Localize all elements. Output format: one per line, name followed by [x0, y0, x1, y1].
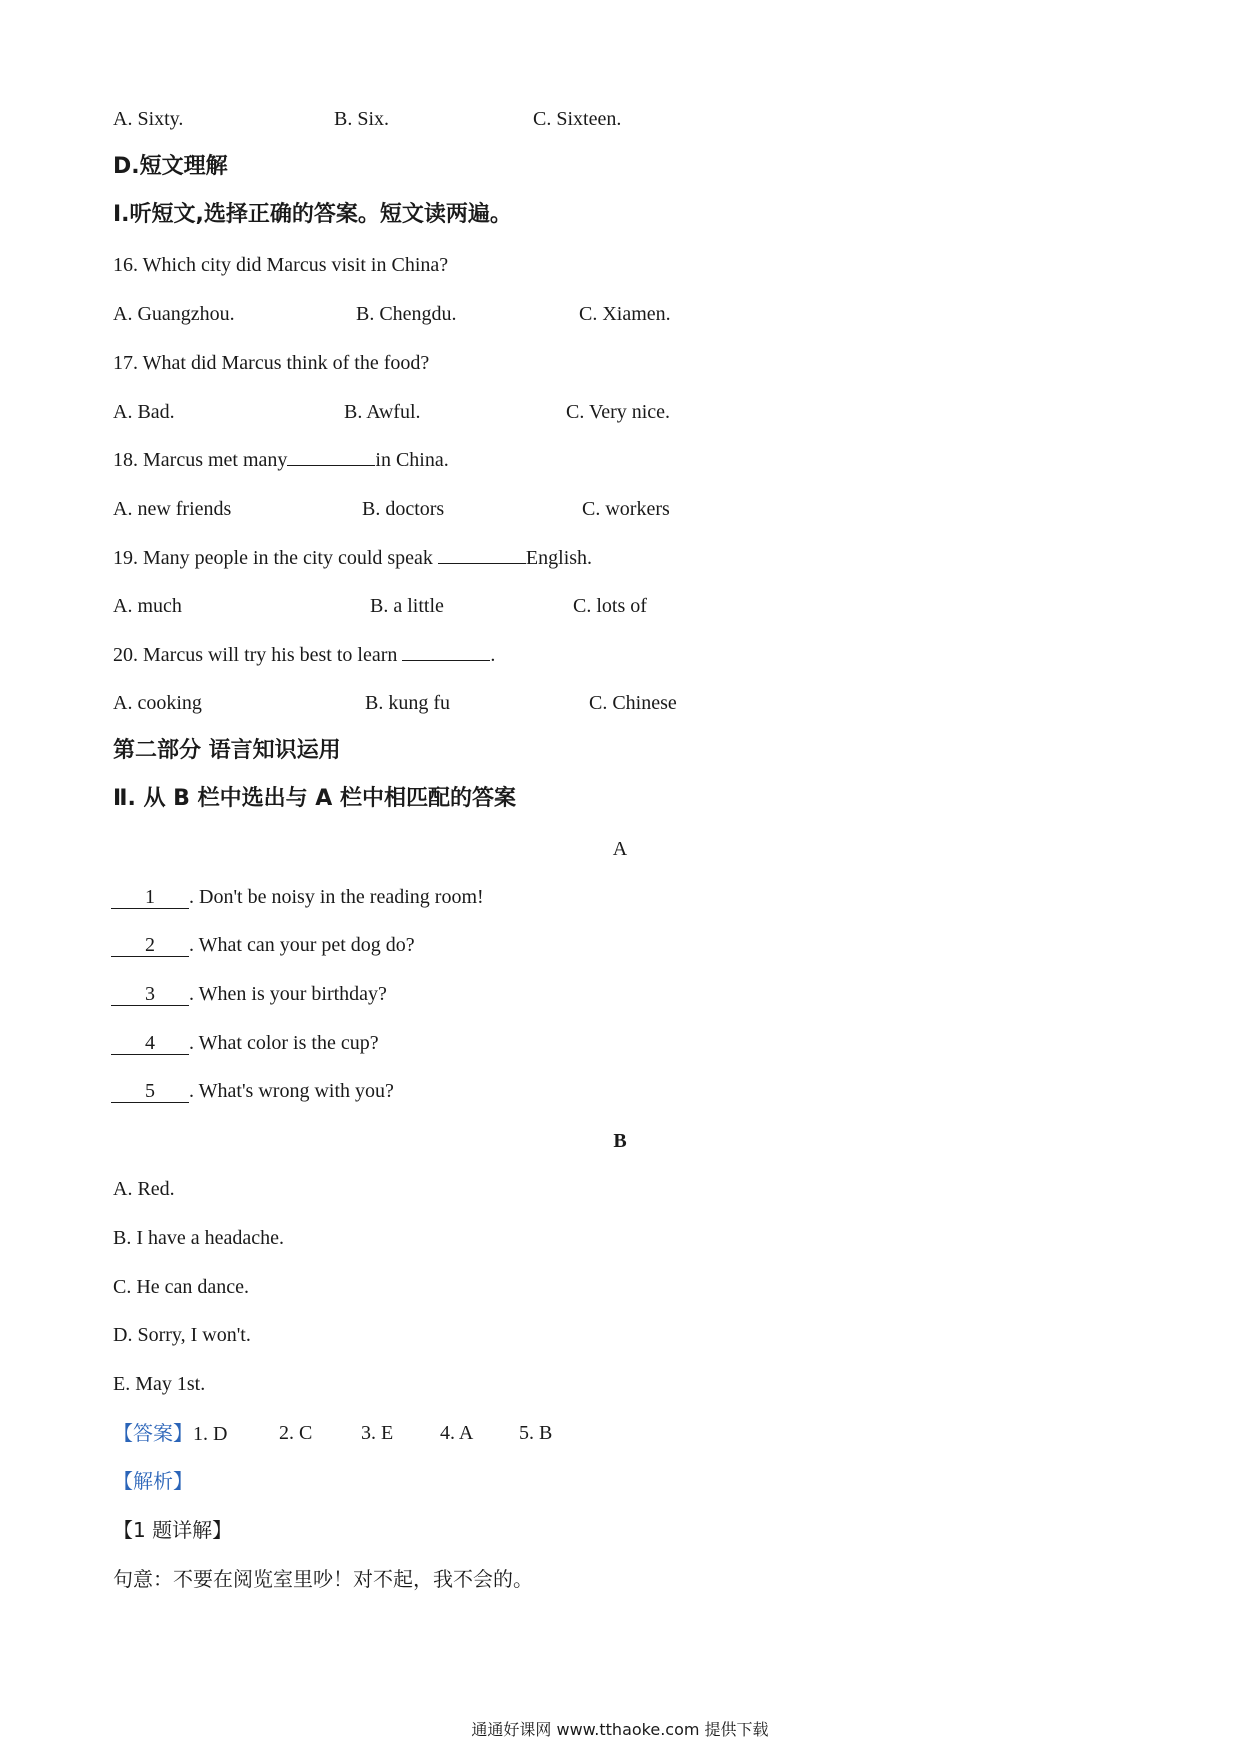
q19-stem: [113, 545, 592, 571]
column-b-label: B: [613, 1130, 627, 1152]
q16-option-a: A. Guangzhou.: [113, 303, 235, 325]
section-d-heading: D.短文理解: [113, 154, 228, 179]
section-i-heading: Ⅰ.听短文,选择正确的答案。短文读两遍。: [113, 202, 512, 227]
q18-option-c: C. workers: [582, 498, 670, 520]
column-a-text-4: . What color is the cup?: [189, 1032, 379, 1054]
q17-option-a: A. Bad.: [113, 401, 175, 423]
q19-option-a: A. much: [113, 595, 182, 617]
q19-blank: [438, 545, 526, 564]
column-a-text-5: . What's wrong with you?: [189, 1080, 394, 1102]
q18-blank: [287, 447, 375, 466]
column-a-item: [111, 1030, 379, 1056]
match-blank-4: 4: [111, 1032, 189, 1055]
detail-label: 【1 题详解】: [113, 1518, 233, 1542]
q20-option-a: A. cooking: [113, 692, 202, 714]
q20-stem: [113, 642, 495, 668]
answer-row: [113, 1420, 227, 1447]
answer-4: 4. A: [440, 1422, 474, 1444]
q16-stem: 16. Which city did Marcus visit in China?: [113, 254, 449, 276]
section-ii-heading: Ⅱ. 从 B 栏中选出与 A 栏中相匹配的答案: [113, 786, 516, 811]
answer-2: 2. C: [279, 1422, 313, 1444]
q16-option-b: B. Chengdu.: [356, 303, 457, 325]
column-a-text-3: . When is your birthday?: [189, 983, 387, 1005]
q20-blank: [402, 642, 490, 661]
analysis-label: 【解析】: [113, 1469, 193, 1493]
q15-option-b: B. Six.: [334, 108, 390, 130]
q17-stem: 17. What did Marcus think of the food?: [113, 352, 430, 374]
part2-title: 第二部分 语言知识运用: [113, 738, 341, 763]
column-b-item: B. I have a headache.: [113, 1227, 285, 1249]
q16-option-c: C. Xiamen.: [579, 303, 671, 325]
column-a-item: [111, 981, 387, 1007]
column-b-item: E. May 1st.: [113, 1373, 206, 1395]
column-a-label: A: [612, 838, 628, 860]
q20-stem-after: .: [490, 644, 496, 666]
q15-option-c: C. Sixteen.: [533, 108, 622, 130]
q20-stem-before: 20. Marcus will try his best to learn: [113, 644, 403, 666]
answer-label: 【答案】: [113, 1421, 193, 1445]
column-a-text-1: . Don't be noisy in the reading room!: [189, 886, 484, 908]
answer-5: 5. B: [519, 1422, 553, 1444]
column-a-item: [111, 884, 484, 910]
q18-option-b: B. doctors: [362, 498, 445, 520]
q17-option-b: B. Awful.: [344, 401, 421, 423]
column-b-item: A. Red.: [113, 1178, 175, 1200]
column-a-item: [111, 1078, 394, 1104]
q19-stem-after: English.: [525, 547, 593, 569]
q18-option-a: A. new friends: [113, 498, 232, 520]
q18-stem: [113, 447, 449, 473]
q19-stem-before: 19. Many people in the city could speak: [113, 547, 438, 569]
q19-option-c: C. lots of: [573, 595, 647, 617]
column-a-text-2: . What can your pet dog do?: [189, 934, 415, 956]
answer-1: 1. D: [193, 1423, 228, 1445]
q17-option-c: C. Very nice.: [566, 401, 671, 423]
column-a-item: [111, 932, 415, 958]
page-footer: 通通好课网 www.tthaoke.com 提供下载: [471, 1720, 769, 1739]
answer-3: 3. E: [361, 1422, 394, 1444]
q18-stem-after: in China.: [375, 449, 449, 471]
column-b-item: C. He can dance.: [113, 1276, 250, 1298]
match-blank-3: 3: [111, 983, 189, 1006]
q19-option-b: B. a little: [370, 595, 444, 617]
column-b-item: D. Sorry, I won't.: [113, 1324, 251, 1346]
match-blank-5: 5: [111, 1080, 189, 1103]
q18-stem-before: 18. Marcus met many: [113, 449, 288, 471]
q20-option-c: C. Chinese: [589, 692, 677, 714]
q20-option-b: B. kung fu: [365, 692, 450, 714]
detail-text: 句意：不要在阅览室里吵！对不起，我不会的。: [113, 1567, 533, 1591]
match-blank-2: 2: [111, 934, 189, 957]
match-blank-1: 1: [111, 886, 189, 909]
q15-option-a: A. Sixty.: [113, 108, 184, 130]
